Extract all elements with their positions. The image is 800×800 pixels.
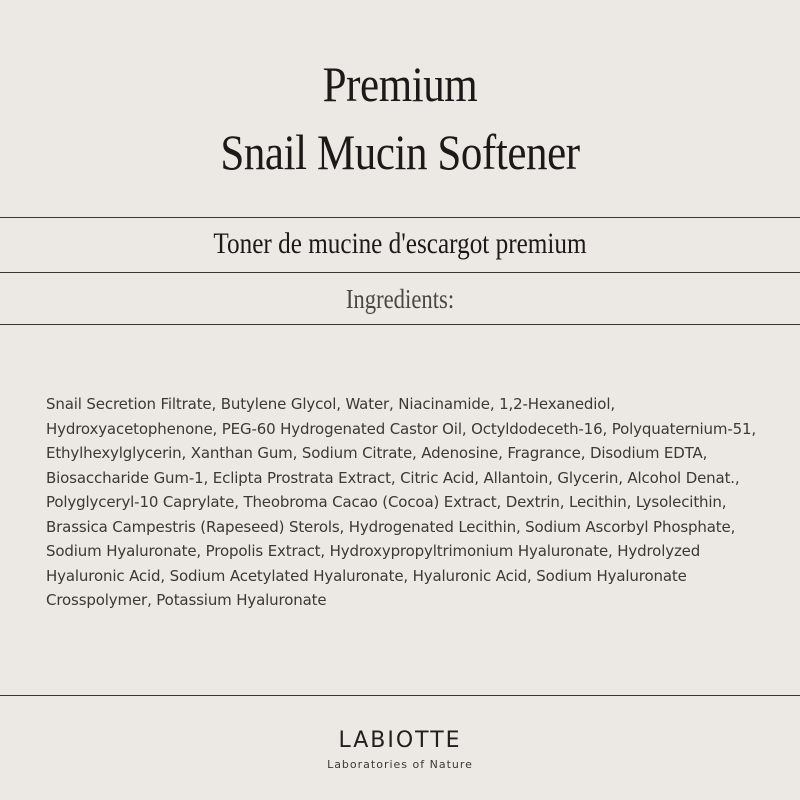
ingredients-line: Hyaluronic Acid, Sodium Acetylated Hyaluronate, Hyaluronic Acid, Sodium Hyaluronate (46, 566, 687, 585)
ingredients-line: Snail Secretion Filtrate, Butylene Glycol, Water, Niacinamide, 1,2-Hexanediol, (46, 395, 615, 413)
ingredients-line: Ethylhexylglycerin, Xanthan Gum, Sodium Citrate, Adenosine, Fragrance, Disodium EDTA, (46, 444, 708, 462)
product-title-line-1: Premium (322, 56, 478, 112)
product-title-line-2: Snail Mucin Softener (220, 124, 580, 180)
divider-below-heading (0, 324, 800, 325)
ingredients-list (46, 392, 766, 613)
ingredients-line: Hydroxyacetophenone, PEG-60 Hydrogenated Castor Oil, Octyldodeceth-16, Polyquaternium-51, (46, 419, 757, 438)
brand-logo-text: LABIOTTE (338, 728, 462, 753)
ingredients-heading: Ingredients: (345, 284, 455, 314)
ingredients-line: Biosaccharide Gum-1, Eclipta Prostrata Extract, Citric Acid, Allantoin, Glycerin, Alcohol Denat., (46, 468, 740, 487)
ingredients-line: Sodium Hyaluronate, Propolis Extract, Hydroxypropyltrimonium Hyaluronate, Hydrolyzed (46, 542, 701, 560)
product-subtitle-french: Toner de mucine d'escargot premium (213, 227, 587, 260)
ingredients-line: Brassica Campestris (Rapeseed) Sterols, Hydrogenated Lecithin, Sodium Ascorbyl Phosphate, (46, 517, 736, 536)
divider-top (0, 217, 800, 218)
ingredients-line: Crosspolymer, Potassium Hyaluronate (46, 591, 327, 609)
divider-footer (0, 695, 800, 696)
brand-tagline: Laboratories of Nature (327, 758, 473, 771)
ingredients-line: Polyglyceryl-10 Caprylate, Theobroma Cacao (Cocoa) Extract, Dextrin, Lecithin, Lysolecithin, (46, 493, 727, 511)
divider-middle (0, 272, 800, 273)
